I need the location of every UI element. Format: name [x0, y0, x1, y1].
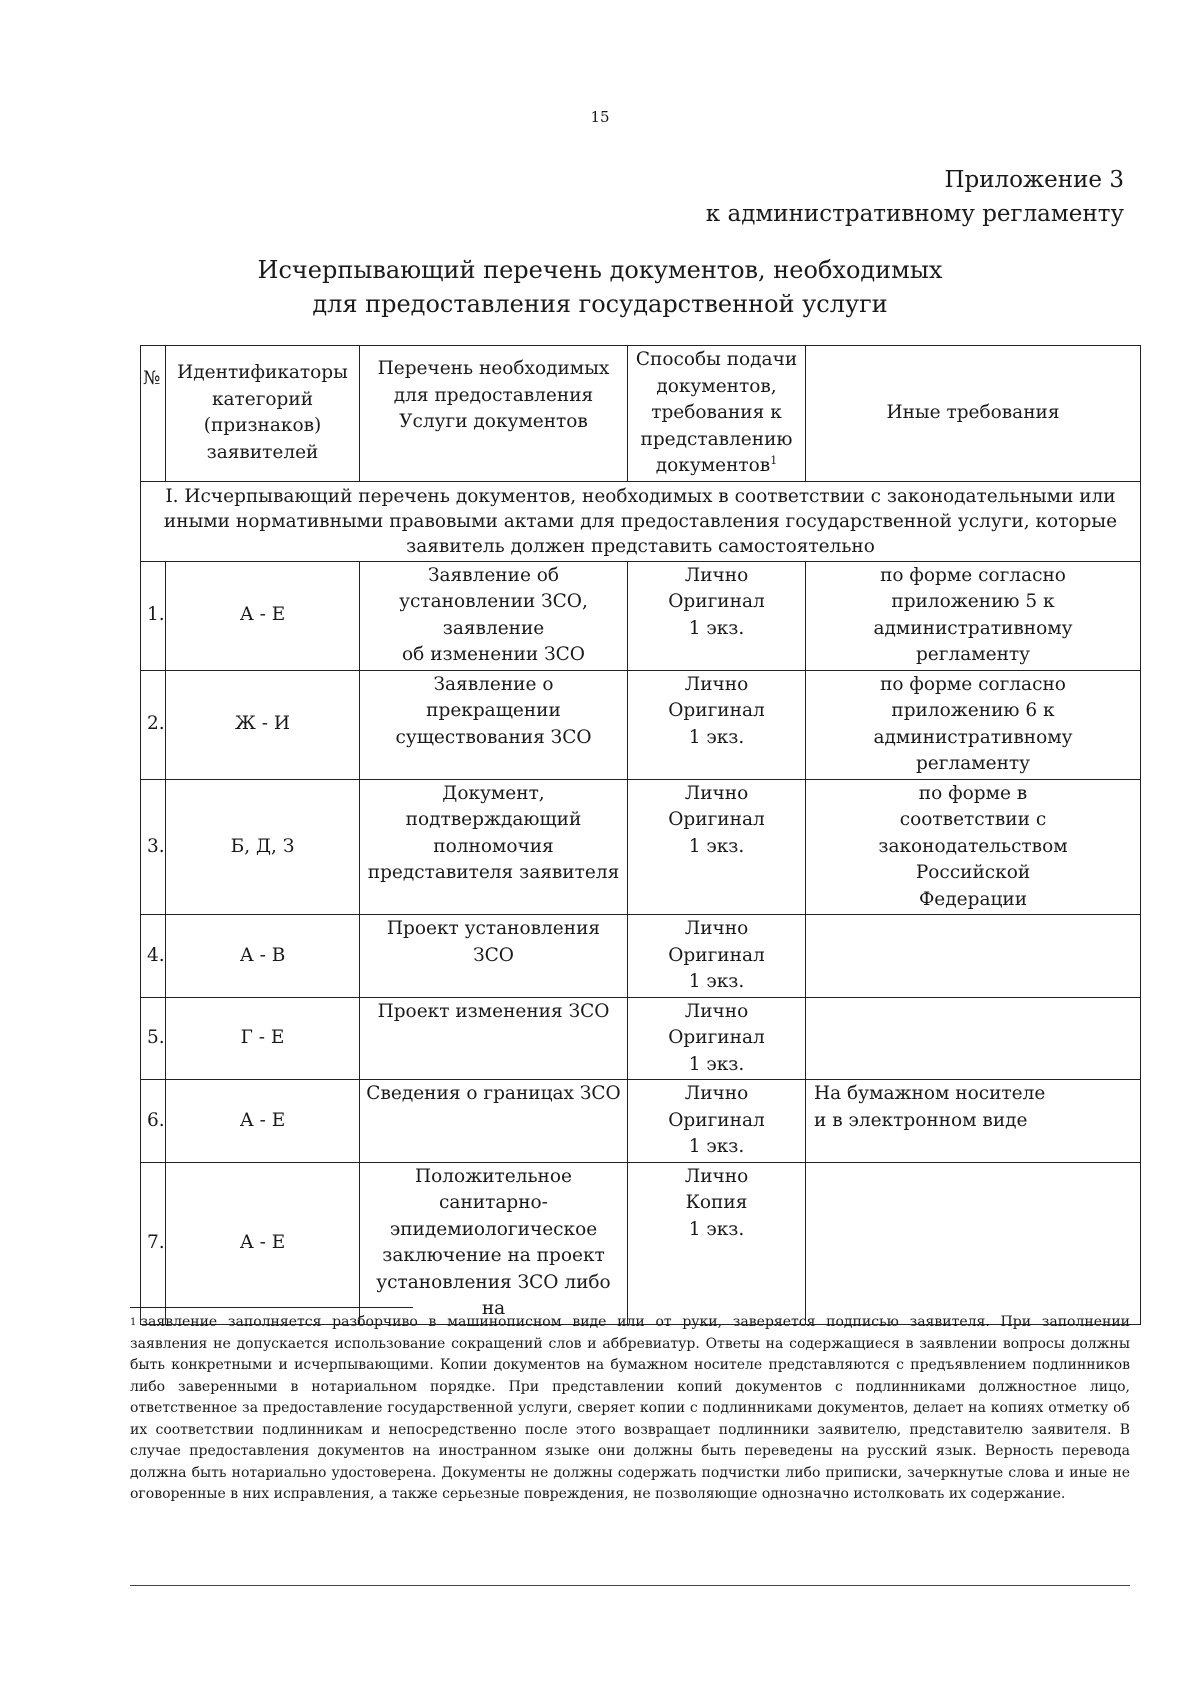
row-other-requirements	[806, 670, 1141, 779]
cell-line: заявитель должен представить самостоятельно	[406, 535, 875, 557]
header-identifiers	[166, 346, 360, 482]
row-number: 2.	[141, 670, 166, 779]
row-applicant-ids: А - Е	[166, 561, 360, 670]
cell-line: (признаков)	[203, 415, 322, 437]
table-row	[141, 561, 1141, 670]
row-applicant-ids: А - В	[166, 915, 360, 998]
header-submission-methods	[628, 346, 806, 482]
cell-line: Услуги документов	[399, 411, 588, 432]
row-other-requirements	[806, 1080, 1141, 1163]
cell-line: Перечень необходимых	[377, 358, 610, 379]
cell-line: категорий	[211, 388, 314, 410]
cell-line: по форме согласно	[880, 673, 1066, 695]
cell-line: Лично	[684, 1083, 749, 1104]
cell-line: 1 экз.	[688, 1136, 745, 1157]
cell-line: полномочия	[433, 835, 554, 857]
footnote-text: заявление заполняется разборчиво в машинописном виде или от руки, заверяется подписью заявителя. При заполнении заявления не допускается использование сокращений слов и аббревиатур. Ответы на содержащиеся в заявлении вопросы должны быть конкретными и исчерпывающими. Копии документов на бумажном носителе представляются с предъявлением подлинников либо заверенными в нотариальном порядке. При представлении копий документов с подлинниками должностное лицо, ответственное за предоставление государственной услуги, сверяет копии с подлинниками документов, делает на копиях отметку об их соответствии подлинникам и непосредственно после этого возвращает подлинники заявителю, представителю заявителя. В случае предоставления документов на иностранном языке они должны быть переведены на русский язык. Верность перевода должна быть нотариально удостоверена. Документы не должны содержать подчистки либо приписки, зачеркнутые слова и иные не оговоренные в них исправления, а также серьезные повреждения, не позволяющие однозначно истолковать их содержание.	[130, 1314, 1130, 1502]
header-documents	[360, 346, 628, 482]
cell-line: 1 экз.	[688, 835, 745, 857]
cell-line: административному	[873, 617, 1073, 639]
cell-line: документов,	[656, 375, 777, 397]
table-row	[141, 1080, 1141, 1163]
row-applicant-ids: А - Е	[166, 1162, 360, 1324]
cell-line: 1 экз.	[688, 971, 745, 992]
cell-line: Сведения о границах ЗСО	[366, 1083, 621, 1104]
cell-line: Идентификаторы	[177, 362, 348, 384]
appendix-line-1: Приложение 3	[944, 167, 1124, 193]
cell-line: Лично	[684, 782, 749, 804]
cell-line: установления ЗСО либо на	[376, 1271, 611, 1319]
cell-line: Лично	[684, 918, 749, 939]
cell-line: Способы подачи	[635, 349, 798, 370]
cell-line: Проект изменения ЗСО	[377, 1000, 610, 1022]
table-row	[141, 997, 1141, 1080]
cell-line: Положительное	[415, 1165, 572, 1187]
document-title	[0, 253, 1200, 321]
cell-line: Заявление о прекращении	[426, 673, 561, 721]
cell-line: Лично	[684, 564, 749, 586]
row-other-requirements	[806, 997, 1141, 1080]
table-row	[141, 779, 1141, 915]
row-number: 5.	[141, 997, 166, 1080]
cell-line: 1 экз.	[688, 1218, 745, 1240]
cell-line: 1 экз.	[688, 1053, 745, 1075]
cell-line: иными нормативными правовыми актами для предоставления государственной услуги, которые	[163, 510, 1118, 532]
cell-line: регламенту	[915, 644, 1031, 665]
cell-line: приложению 6 к	[891, 700, 1055, 721]
page-number: 15	[590, 108, 610, 126]
cell-line: для предоставления	[393, 384, 594, 406]
row-number: 7.	[141, 1162, 166, 1324]
document-title-line-2: для предоставления государственной услуги	[312, 290, 888, 318]
cell-line: установлении ЗСО,	[399, 591, 588, 612]
cell-line: Лично	[684, 673, 749, 695]
cell-line: эпидемиологическое	[389, 1218, 598, 1240]
cell-line: соответствии с	[899, 809, 1047, 830]
document-title-line-1: Исчерпывающий перечень документов, необходимых	[257, 256, 943, 284]
cell-line: Документ,	[442, 782, 545, 804]
table-row	[141, 915, 1141, 998]
cell-line: административному	[873, 726, 1073, 748]
cell-line: санитарно-	[439, 1192, 548, 1213]
row-other-requirements	[806, 561, 1141, 670]
cell-line: Заявление об	[427, 564, 560, 586]
cell-line: об изменении ЗСО	[402, 644, 585, 665]
row-applicant-ids: Ж - И	[166, 670, 360, 779]
cell-line: Оригинал	[668, 809, 765, 830]
row-submission-methods	[628, 1080, 806, 1163]
row-documents	[360, 915, 628, 998]
section-heading	[141, 481, 1141, 561]
cell-line: Оригинал	[668, 700, 765, 721]
row-submission-methods	[628, 1162, 806, 1324]
cell-line: заключение на проект	[382, 1245, 605, 1266]
cell-line: I. Исчерпывающий перечень документов, необходимых в соответствии с законодательными или	[165, 485, 1116, 507]
cell-line: Лично	[684, 1165, 749, 1187]
cell-line: 1 экз.	[688, 617, 745, 639]
table-header-row	[141, 346, 1141, 482]
row-number: 1.	[141, 561, 166, 670]
row-documents	[360, 561, 628, 670]
appendix-line-2: к административному регламенту	[705, 201, 1124, 227]
row-documents	[360, 670, 628, 779]
cell-line: Российской	[915, 862, 1031, 883]
footnote-separator	[130, 1307, 413, 1308]
cell-line: по форме в	[918, 782, 1028, 804]
header-num: №	[141, 346, 166, 482]
cell-line: законодательством	[878, 835, 1068, 857]
cell-line: существования ЗСО	[395, 726, 592, 748]
table-row	[141, 1162, 1141, 1324]
cell-line: представлению	[640, 428, 793, 450]
cell-line: Федерации	[918, 888, 1028, 910]
cell-line: 1 экз.	[688, 726, 745, 748]
row-documents	[360, 1080, 628, 1163]
appendix-caption	[706, 163, 1124, 231]
cell-line: документов$^1$	[655, 453, 778, 476]
row-other-requirements	[806, 779, 1141, 915]
cell-line: подтверждающий	[405, 809, 582, 830]
section-row	[141, 481, 1141, 561]
cell-line: заявителей	[206, 441, 319, 463]
row-other-requirements	[806, 1162, 1141, 1324]
cell-line: Оригинал	[668, 944, 765, 966]
header-methods-lines	[632, 347, 801, 480]
cell-line: Лично	[684, 1000, 749, 1022]
row-applicant-ids: А - Е	[166, 1080, 360, 1163]
row-number: 3.	[141, 779, 166, 915]
cell-line: Оригинал	[668, 1109, 765, 1131]
row-number: 4.	[141, 915, 166, 998]
row-documents	[360, 1162, 628, 1324]
cell-line: Копия	[685, 1192, 748, 1213]
table-row	[141, 670, 1141, 779]
row-submission-methods	[628, 561, 806, 670]
cell-line: заявление	[442, 617, 545, 639]
header-other-requirements: Иные требования	[806, 346, 1141, 482]
cell-line: по форме согласно	[880, 564, 1066, 586]
footnote	[130, 1312, 1130, 1506]
row-submission-methods	[628, 779, 806, 915]
cell-line: Оригинал	[668, 591, 765, 612]
row-submission-methods	[628, 915, 806, 998]
footnote-reference: 1	[770, 453, 778, 467]
cell-line: На бумажном носителе	[814, 1083, 1046, 1104]
row-number: 6.	[141, 1080, 166, 1163]
row-submission-methods	[628, 670, 806, 779]
cell-line: регламенту	[915, 753, 1031, 774]
cell-line: требования к	[651, 402, 782, 423]
row-applicant-ids: Б, Д, З	[166, 779, 360, 915]
cell-line: Оригинал	[668, 1027, 765, 1048]
row-documents	[360, 997, 628, 1080]
documents-table	[140, 345, 1141, 1325]
footnote-mark: 1	[130, 1317, 137, 1328]
row-other-requirements	[806, 915, 1141, 998]
footnote-bottom-line	[130, 1585, 1130, 1586]
row-applicant-ids: Г - Е	[166, 997, 360, 1080]
cell-line: Проект установления ЗСО	[386, 918, 601, 966]
cell-line: приложению 5 к	[891, 591, 1055, 612]
cell-line: и в электронном виде	[814, 1109, 1028, 1131]
row-documents	[360, 779, 628, 915]
row-submission-methods	[628, 997, 806, 1080]
cell-line: представителя заявителя	[367, 862, 620, 883]
